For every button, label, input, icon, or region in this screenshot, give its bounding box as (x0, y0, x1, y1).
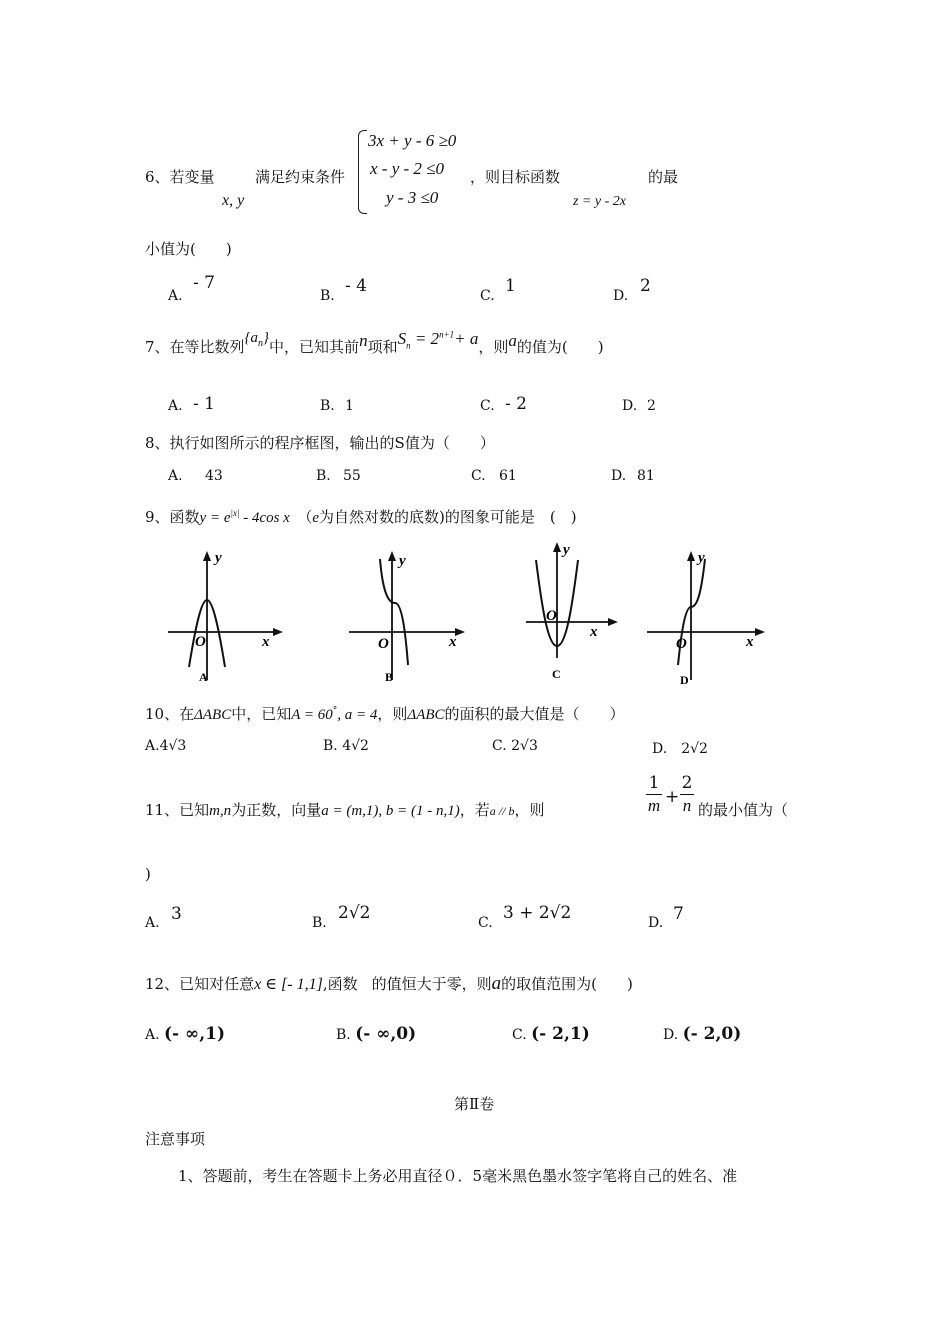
q7-option-b-value: 1 (345, 398, 354, 414)
q9-graph-c-label: C (552, 667, 561, 681)
q9-graph-b-x-label: x (449, 634, 457, 650)
q6-suffix: ，则目标函数 (470, 168, 561, 186)
q11-option-d-value: 7 (673, 904, 684, 924)
q6-prefix: 6、若变量 (145, 168, 215, 186)
q8-option-d-label: D. (611, 468, 627, 484)
q11-option-a-label: A. (145, 915, 160, 931)
q7-option-c-label: C. (480, 398, 495, 414)
q7-a: a (508, 331, 517, 350)
q9-graph-c-y-label: y (563, 542, 570, 558)
q9-graph-d-y-label: y (698, 550, 705, 566)
q9-graph-c-origin: O (546, 608, 557, 624)
q10-option-b: B. 4√2 (323, 738, 369, 754)
q7-option-d-value: 2 (647, 398, 656, 414)
q8-option-a-value: 43 (205, 468, 223, 484)
q6-option-d-value: 2 (640, 276, 651, 296)
q9-graph-a-origin: O (195, 634, 206, 650)
q12-option-d: D. (- 2,0) (663, 1024, 742, 1044)
q8-option-c-value: 61 (499, 468, 517, 484)
q6-option-a-label: A. (168, 288, 183, 304)
q9-graph-a-x-label: x (262, 634, 270, 650)
q6-constraint-1: 3x + y - 6 ≥0 (368, 131, 457, 150)
q8-text: 8、执行如图所示的程序框图，输出的S值为（ ） (145, 434, 495, 452)
q9-graph-b-y-label: y (399, 553, 406, 569)
q6-option-b-label: B. (320, 288, 335, 304)
q9-graph-d-origin: O (676, 636, 687, 652)
notice-heading: 注意事项 (145, 1130, 206, 1148)
q9-line: 9、函数$y = e^{|x|} - 4\cos$ x （e为自然对数的底数)的图象可能是 ( ) (145, 508, 577, 526)
q11-plus: + (665, 787, 680, 807)
q9-graph-c (524, 538, 634, 683)
q12-option-b: B. (- ∞,0) (336, 1024, 417, 1044)
q9-graph-d-label: D (680, 673, 689, 685)
q6-option-c-label: C. (480, 288, 495, 304)
q6-end: 的最 (648, 168, 679, 186)
q11-option-c-label: C. (478, 915, 493, 931)
q12-option-c: C. (- 2,1) (512, 1024, 590, 1044)
q6-system-brace (358, 130, 367, 214)
q11-tail: 的最小值为（ (698, 801, 789, 819)
q6-option-c-value: 1 (505, 276, 516, 296)
q8-option-c-label: C. (471, 468, 486, 484)
q6-option-b-value: - 4 (345, 276, 367, 296)
q6-objective: z = y - 2x (573, 194, 626, 209)
q11-parallel: a // b (489, 804, 515, 818)
q9-graph-b-origin: O (378, 636, 389, 652)
q7-option-a-value: - 1 (193, 394, 215, 414)
q9-graph-d-x-label: x (746, 634, 754, 650)
q7-option-c-value: - 2 (505, 394, 527, 414)
q8-option-b-value: 55 (343, 468, 361, 484)
q12-line: 12、已知对任意x ∈ [- 1,1],函数 的值恒大于零，则a的取值范围为( ) (145, 973, 633, 994)
q9-graph-d (645, 545, 770, 685)
q11-line: 11、已知m,n为正数，向量a = (m,1), b = (1 - n,1)，若a // b，则 (145, 801, 545, 819)
q12-condition: x ∈ [- 1,1] (254, 976, 323, 993)
q11-option-c-value: 3 + 2√2 (503, 903, 572, 923)
q6-option-d-label: D. (613, 288, 629, 304)
notice-item-1: 1、答题前，考生在答题卡上务必用直径０．5毫米黑色墨水签字笔将自己的姓名、准 (178, 1167, 738, 1185)
q11-fraction-2: 2 n (681, 773, 693, 815)
q6-vars: x, y (222, 192, 245, 209)
q11-option-b-value: 2√2 (338, 903, 371, 923)
q9-graph-a (165, 545, 285, 685)
q9-graph-b-label: B (385, 670, 394, 684)
q9-graph-c-x-label: x (590, 624, 598, 640)
q7-line: 7、在等比数列$\{a_n\}$中，已知其前n项和$S_n = 2^{n+1}+ a$，则a的值为( ) (145, 329, 604, 356)
q8-option-b-label: B. (316, 468, 331, 484)
q11-option-a-value: 3 (171, 904, 182, 924)
q10-option-a: A.4√3 (145, 738, 187, 754)
q6-constraint-2: x - y - 2 ≤0 (370, 159, 444, 178)
q7-sequence: $\{a_n\}$ (244, 330, 270, 349)
section-title: 第Ⅱ卷 (454, 1095, 495, 1113)
q11-fraction-1: 1 m (647, 773, 661, 815)
q6-line2: 小值为( ) (145, 240, 232, 258)
q11-vectors: a = (m,1), b = (1 - n,1) (321, 803, 460, 819)
q12-a: a (491, 973, 502, 994)
q9-graph-a-y-label: y (215, 550, 222, 566)
q6-mid: 满足约束条件 (255, 168, 346, 186)
q10-line: 10、在ΔABC中，已知A = 60°, a = 4，则ΔABC的面积的最大值是（ ） (145, 705, 625, 723)
q11-option-b-label: B. (312, 915, 327, 931)
q8-option-a-label: A. (168, 468, 183, 484)
q10-option-c: C. 2√3 (492, 738, 538, 754)
q10-option-d: D. 2√2 (652, 741, 708, 757)
q11-line2: ) (145, 865, 151, 883)
q9-graph-b (347, 545, 469, 685)
q7-option-b-label: B. (320, 398, 335, 414)
q7-sum: $S_n = 2^{n+1}+ a$ (397, 329, 479, 351)
q8-option-d-value: 81 (637, 468, 655, 484)
q7-option-d-label: D. (622, 398, 638, 414)
q6-option-a-value: - 7 (193, 273, 215, 293)
q11-option-d-label: D. (648, 915, 664, 931)
q7-n: n (359, 331, 368, 350)
q9-function: $y = e^{|x|} - 4\cos$ x (199, 508, 290, 526)
q12-option-a: A. (- ∞,1) (145, 1024, 225, 1044)
q7-option-a-label: A. (168, 398, 183, 414)
q6-constraint-3: y - 3 ≤0 (386, 188, 439, 207)
q9-graph-a-label: A (199, 670, 208, 684)
